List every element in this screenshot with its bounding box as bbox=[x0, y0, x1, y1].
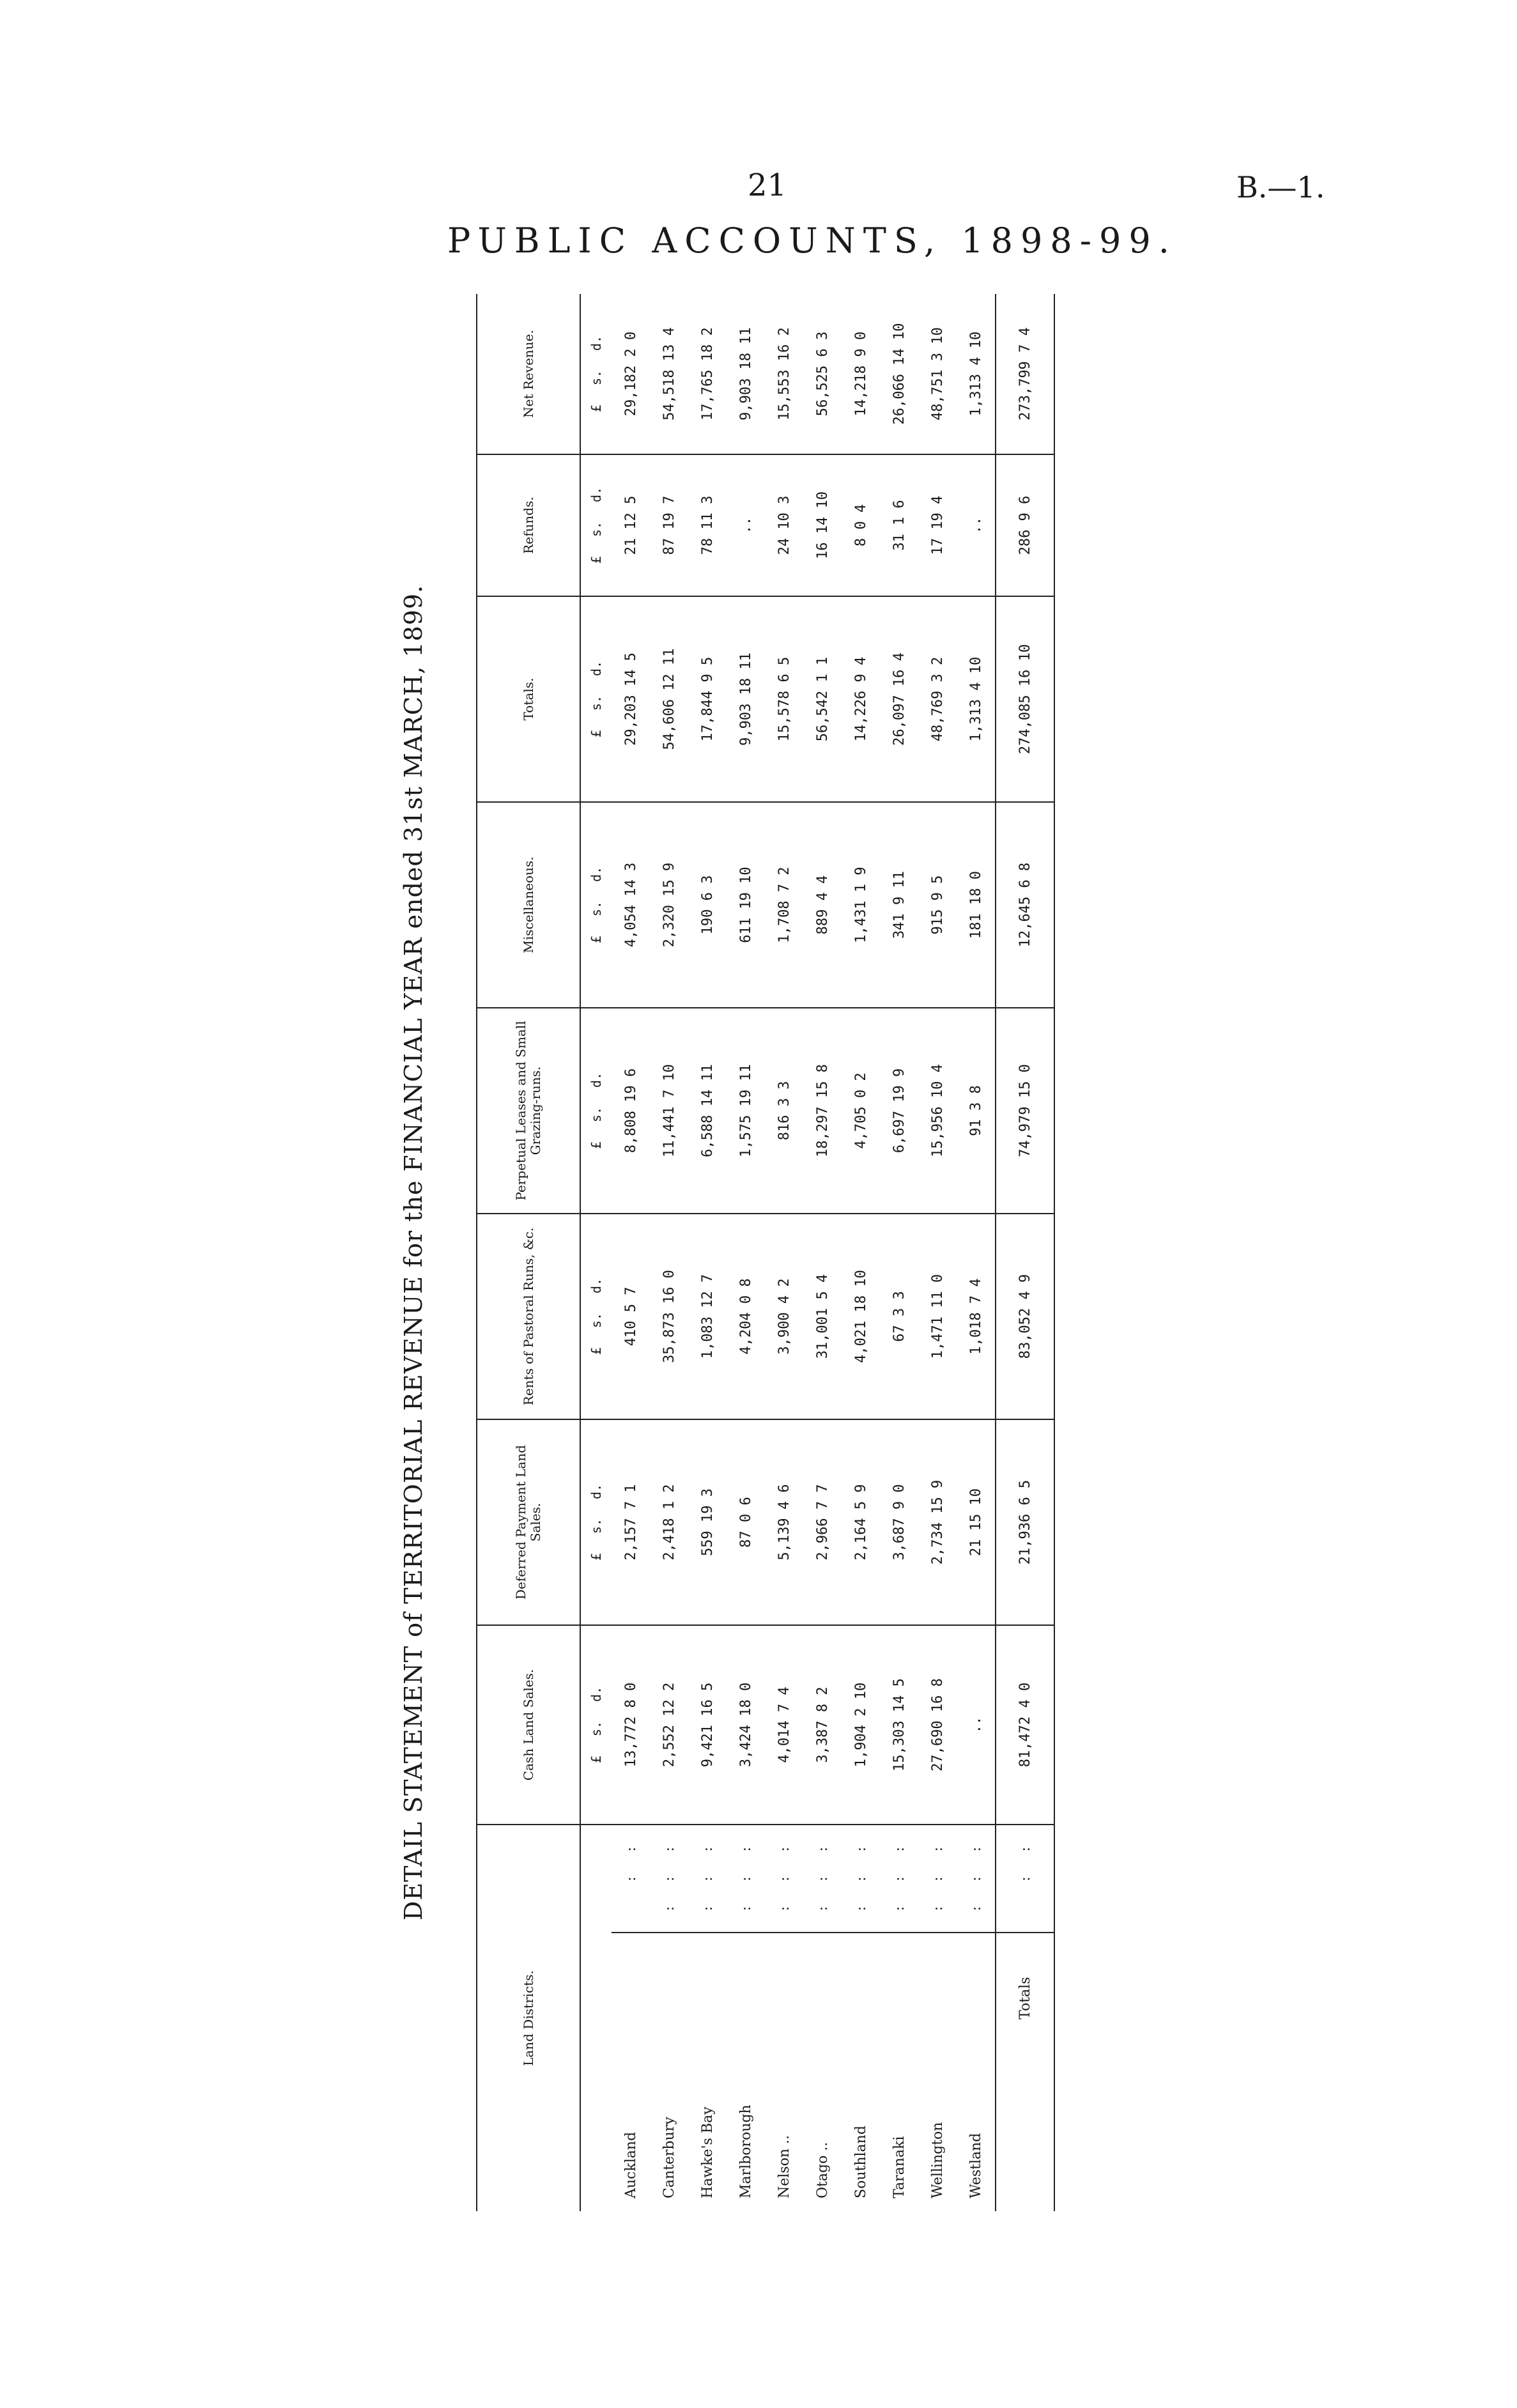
refunds-cell: .. bbox=[727, 454, 765, 596]
refunds-cell: 78 11 3 bbox=[688, 454, 727, 596]
header-perpetual-leases: Perpetual Leases and Small Grazing-runs. bbox=[477, 1008, 580, 1214]
totals-label: Totals bbox=[996, 1933, 1054, 2211]
deferred-payment-cell: 2,157 7 1 bbox=[612, 1419, 650, 1625]
net-revenue-cell: 15,553 16 2 bbox=[765, 294, 803, 454]
series-reference: B.—1. bbox=[1236, 170, 1325, 205]
rents-pastoral-cell: 1,471 11 0 bbox=[918, 1214, 957, 1419]
total-deferred: 21,936 6 5 bbox=[996, 1419, 1054, 1625]
running-title: PUBLIC ACCOUNTS, 1898-99. bbox=[447, 220, 1177, 261]
net-revenue-cell: 14,218 9 0 bbox=[842, 294, 880, 454]
territorial-revenue-table bbox=[476, 294, 1055, 2211]
perpetual-leases-cell: 4,705 0 2 bbox=[842, 1008, 880, 1214]
header-land-districts: Land Districts. bbox=[477, 1825, 580, 2211]
refunds-cell: 16 14 10 bbox=[803, 454, 842, 596]
miscellaneous-cell: 341 9 11 bbox=[880, 802, 918, 1008]
units-cell: £ s. d. bbox=[580, 294, 612, 454]
deferred-payment-cell: 87 0 6 bbox=[727, 1419, 765, 1625]
net-revenue-cell: 26,066 14 10 bbox=[880, 294, 918, 454]
cash-land-sales-cell: 2,552 12 2 bbox=[650, 1625, 688, 1825]
table-header bbox=[477, 294, 580, 2211]
rents-pastoral-cell: 4,204 0 8 bbox=[727, 1214, 765, 1419]
district-name: Wellington bbox=[929, 2122, 946, 2198]
table-row bbox=[650, 294, 688, 2211]
cash-land-sales-cell: 1,904 2 10 bbox=[842, 1625, 880, 1825]
net-revenue-cell: 17,765 18 2 bbox=[688, 294, 727, 454]
units-cell: £ s. d. bbox=[580, 802, 612, 1008]
refunds-cell: 21 12 5 bbox=[612, 454, 650, 596]
header-deferred-payment: Deferred Payment Land Sales. bbox=[477, 1419, 580, 1625]
totals-cell: 9,903 18 11 bbox=[727, 596, 765, 802]
deferred-payment-cell: 2,734 15 9 bbox=[918, 1419, 957, 1625]
district-name: Westland bbox=[967, 2133, 984, 2198]
perpetual-leases-cell: 15,956 10 4 bbox=[918, 1008, 957, 1214]
totals-cell: 15,578 6 5 bbox=[765, 596, 803, 802]
refunds-cell: 8 0 4 bbox=[842, 454, 880, 596]
refunds-cell: 17 19 4 bbox=[918, 454, 957, 596]
table-row bbox=[612, 294, 650, 2211]
district-name: Taranaki bbox=[891, 2136, 907, 2198]
rents-pastoral-cell: 3,900 4 2 bbox=[765, 1214, 803, 1419]
totals-cell: 29,203 14 5 bbox=[612, 596, 650, 802]
district-name: Southland bbox=[852, 2126, 869, 2198]
miscellaneous-cell: 2,320 15 9 bbox=[650, 802, 688, 1008]
miscellaneous-cell: 4,054 14 3 bbox=[612, 802, 650, 1008]
header-miscellaneous: Miscellaneous. bbox=[477, 802, 580, 1008]
cash-land-sales-cell: 4,014 7 4 bbox=[765, 1625, 803, 1825]
cash-land-sales-cell: 9,421 16 5 bbox=[688, 1625, 727, 1825]
refunds-cell: .. bbox=[957, 454, 996, 596]
rents-pastoral-cell: 4,021 18 10 bbox=[842, 1214, 880, 1419]
totals-row bbox=[996, 294, 1054, 2211]
totals-cell: 1,313 4 10 bbox=[957, 596, 996, 802]
leader-dots: : : : bbox=[650, 1825, 688, 1933]
cash-land-sales-cell: 3,387 8 2 bbox=[803, 1625, 842, 1825]
totals-cell: 17,844 9 5 bbox=[688, 596, 727, 802]
total-refunds: 286 9 6 bbox=[996, 454, 1054, 596]
rents-pastoral-cell: 1,018 7 4 bbox=[957, 1214, 996, 1419]
totals-cell: 26,097 16 4 bbox=[880, 596, 918, 802]
rents-pastoral-cell: 31,001 5 4 bbox=[803, 1214, 842, 1419]
net-revenue-cell: 9,903 18 11 bbox=[727, 294, 765, 454]
refunds-cell: 87 19 7 bbox=[650, 454, 688, 596]
leader-dots: : : bbox=[612, 1825, 650, 1933]
miscellaneous-cell: 1,708 7 2 bbox=[765, 802, 803, 1008]
district-name: Canterbury bbox=[661, 2117, 677, 2198]
cash-land-sales-cell: 3,424 18 0 bbox=[727, 1625, 765, 1825]
units-cell: £ s. d. bbox=[580, 596, 612, 802]
miscellaneous-cell: 190 6 3 bbox=[688, 802, 727, 1008]
totals-cell: 56,542 1 1 bbox=[803, 596, 842, 802]
perpetual-leases-cell: 1,575 19 11 bbox=[727, 1008, 765, 1214]
net-revenue-cell: 29,182 2 0 bbox=[612, 294, 650, 454]
cash-land-sales-cell: 15,303 14 5 bbox=[880, 1625, 918, 1825]
totals-cell: 48,769 3 2 bbox=[918, 596, 957, 802]
miscellaneous-cell: 181 18 0 bbox=[957, 802, 996, 1008]
leader-dots: : : : bbox=[803, 1825, 842, 1933]
miscellaneous-cell: 889 4 4 bbox=[803, 802, 842, 1008]
header-rents-pastoral: Rents of Pastoral Runs, &c. bbox=[477, 1214, 580, 1419]
leader-dots: : : : bbox=[880, 1825, 918, 1933]
table-row bbox=[765, 294, 803, 2211]
miscellaneous-cell: 611 19 10 bbox=[727, 802, 765, 1008]
district-name: Hawke's Bay bbox=[699, 2106, 716, 2198]
total-perpetual: 74,979 15 0 bbox=[996, 1008, 1054, 1214]
rents-pastoral-cell: 67 3 3 bbox=[880, 1214, 918, 1419]
refunds-cell: 24 10 3 bbox=[765, 454, 803, 596]
total-net: 273,799 7 4 bbox=[996, 294, 1054, 454]
units-row bbox=[580, 294, 612, 2211]
refunds-cell: 31 1 6 bbox=[880, 454, 918, 596]
table-row bbox=[688, 294, 727, 2211]
cash-land-sales-cell: 13,772 8 0 bbox=[612, 1625, 650, 1825]
units-cell: £ s. d. bbox=[580, 1625, 612, 1825]
units-cell: £ s. d. bbox=[580, 1214, 612, 1419]
table-title: DETAIL STATEMENT of TERRITORIAL REVENUE for the FINANCIAL YEAR ended 31st MARCH, 1899. bbox=[399, 584, 427, 1921]
deferred-payment-cell: 2,164 5 9 bbox=[842, 1419, 880, 1625]
total-cash: 81,472 4 0 bbox=[996, 1625, 1054, 1825]
total-rents: 83,052 4 9 bbox=[996, 1214, 1054, 1419]
header-net-revenue: Net Revenue. bbox=[477, 294, 580, 454]
rents-pastoral-cell: 1,083 12 7 bbox=[688, 1214, 727, 1419]
miscellaneous-cell: 1,431 1 9 bbox=[842, 802, 880, 1008]
table-row bbox=[842, 294, 880, 2211]
perpetual-leases-cell: 8,808 19 6 bbox=[612, 1008, 650, 1214]
miscellaneous-cell: 915 9 5 bbox=[918, 802, 957, 1008]
deferred-payment-cell: 559 19 3 bbox=[688, 1419, 727, 1625]
district-name: Auckland bbox=[622, 2131, 639, 2198]
table-row bbox=[727, 294, 765, 2211]
district-name: Marlborough bbox=[737, 2104, 754, 2198]
district-name: Nelson .. bbox=[776, 2135, 792, 2198]
deferred-payment-cell: 21 15 10 bbox=[957, 1419, 996, 1625]
deferred-payment-cell: 3,687 9 0 bbox=[880, 1419, 918, 1625]
total-totals: 274,085 16 10 bbox=[996, 596, 1054, 802]
table-row bbox=[957, 294, 996, 2211]
net-revenue-cell: 56,525 6 3 bbox=[803, 294, 842, 454]
perpetual-leases-cell: 6,697 19 9 bbox=[880, 1008, 918, 1214]
leader-dots: : : : bbox=[842, 1825, 880, 1933]
table-row bbox=[803, 294, 842, 2211]
totals-leader-dots: : : bbox=[996, 1825, 1054, 1933]
table-row bbox=[880, 294, 918, 2211]
perpetual-leases-cell: 91 3 8 bbox=[957, 1008, 996, 1214]
total-misc: 12,645 6 8 bbox=[996, 802, 1054, 1008]
units-cell: £ s. d. bbox=[580, 1419, 612, 1625]
rents-pastoral-cell: 35,873 16 0 bbox=[650, 1214, 688, 1419]
units-cell: £ s. d. bbox=[580, 1008, 612, 1214]
deferred-payment-cell: 2,418 1 2 bbox=[650, 1419, 688, 1625]
rents-pastoral-cell: 410 5 7 bbox=[612, 1214, 650, 1419]
rotated-table-block bbox=[399, 294, 1121, 2211]
net-revenue-cell: 1,313 4 10 bbox=[957, 294, 996, 454]
leader-dots: : : : bbox=[727, 1825, 765, 1933]
header-totals: Totals. bbox=[477, 596, 580, 802]
table-row bbox=[918, 294, 957, 2211]
header-cash-land-sales: Cash Land Sales. bbox=[477, 1625, 580, 1825]
cash-land-sales-cell: .. bbox=[957, 1625, 996, 1825]
perpetual-leases-cell: 18,297 15 8 bbox=[803, 1008, 842, 1214]
table-body bbox=[580, 294, 996, 2211]
deferred-payment-cell: 2,966 7 7 bbox=[803, 1419, 842, 1625]
totals-cell: 14,226 9 4 bbox=[842, 596, 880, 802]
leader-dots: : : : bbox=[688, 1825, 727, 1933]
perpetual-leases-cell: 6,588 14 11 bbox=[688, 1008, 727, 1214]
leader-dots: : : : bbox=[957, 1825, 996, 1933]
deferred-payment-cell: 5,139 4 6 bbox=[765, 1419, 803, 1625]
header-refunds: Refunds. bbox=[477, 454, 580, 596]
units-blank bbox=[580, 1825, 612, 2211]
units-cell: £ s. d. bbox=[580, 454, 612, 596]
cash-land-sales-cell: 27,690 16 8 bbox=[918, 1625, 957, 1825]
net-revenue-cell: 48,751 3 10 bbox=[918, 294, 957, 454]
page-number: 21 bbox=[748, 167, 787, 203]
totals-cell: 54,606 12 11 bbox=[650, 596, 688, 802]
leader-dots: : : : bbox=[918, 1825, 957, 1933]
perpetual-leases-cell: 11,441 7 10 bbox=[650, 1008, 688, 1214]
leader-dots: : : : bbox=[765, 1825, 803, 1933]
net-revenue-cell: 54,518 13 4 bbox=[650, 294, 688, 454]
district-name: Otago .. bbox=[814, 2142, 831, 2198]
perpetual-leases-cell: 816 3 3 bbox=[765, 1008, 803, 1214]
table-footer bbox=[996, 294, 1054, 2211]
